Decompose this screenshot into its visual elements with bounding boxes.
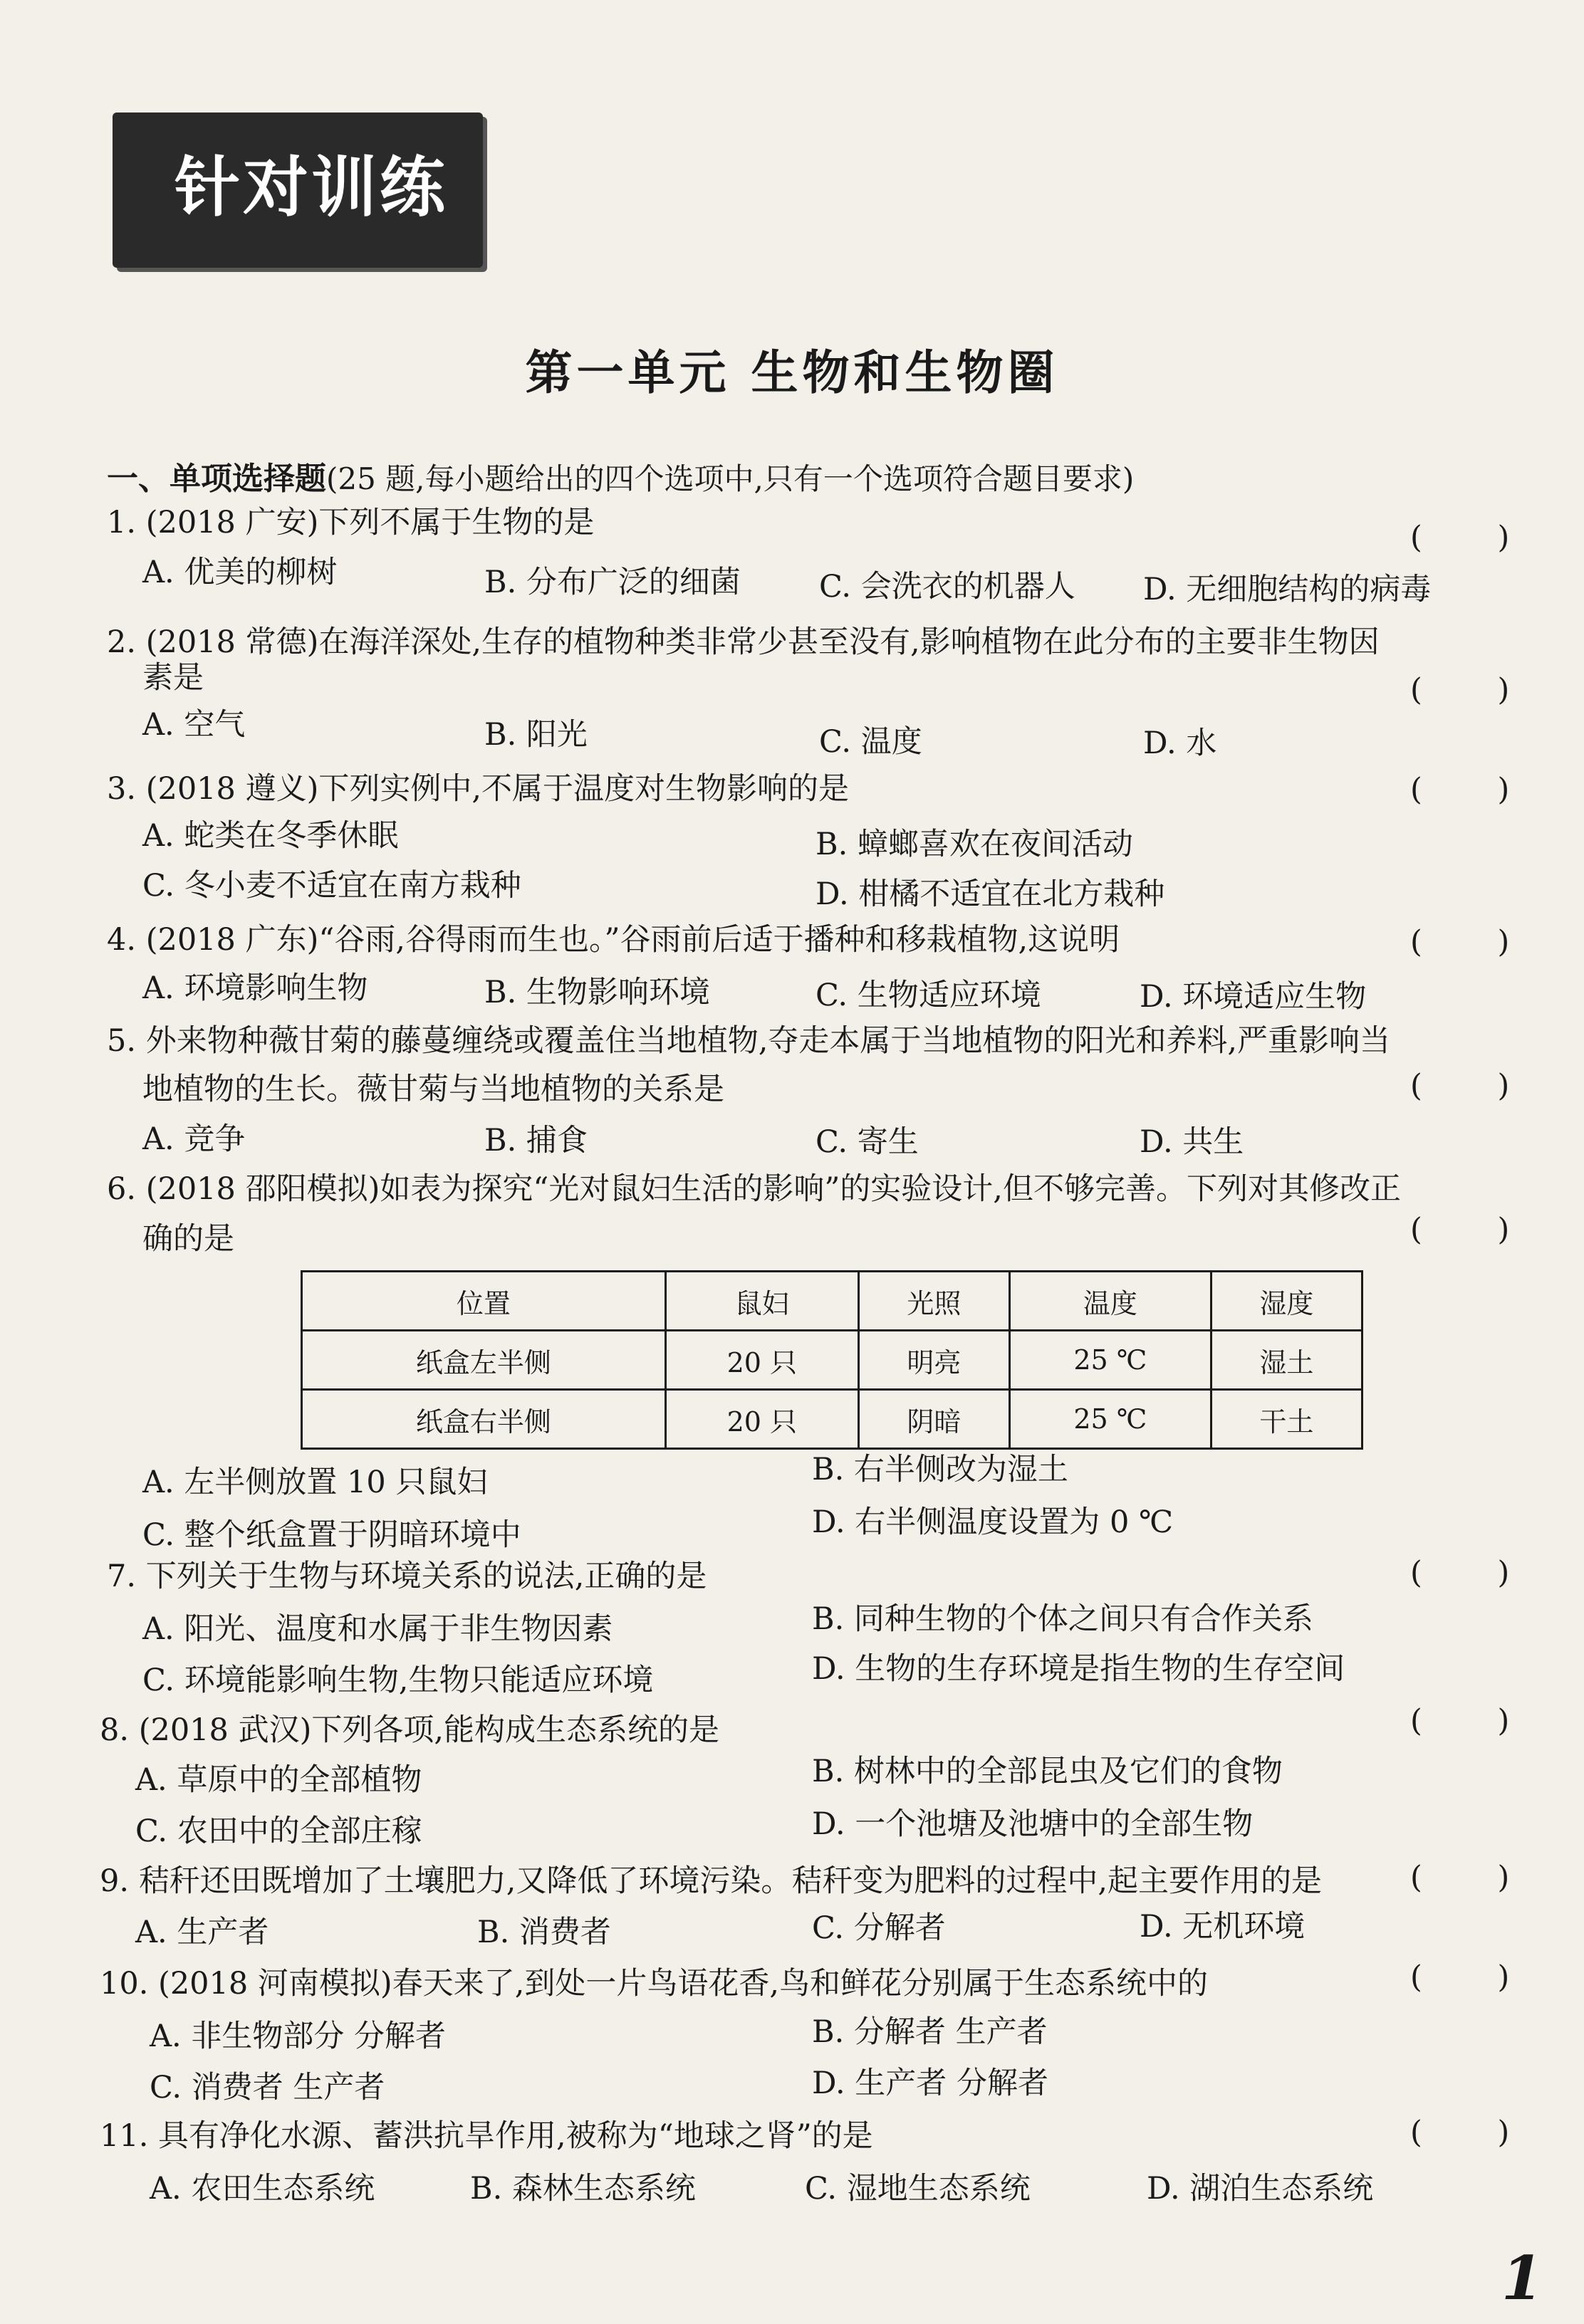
q3-option-b: B. 蟑螂喜欢在夜间活动 [816,827,1133,862]
q6-option-d: D. 右半侧温度设置为 0 ℃ [812,1504,1174,1540]
section-label: 一、单项选择题 [107,461,326,497]
banner-title: 针对训练 [174,150,449,226]
answer-paren-1: ( ) [1410,520,1543,555]
answer-paren-4: ( ) [1410,924,1543,960]
q1-option-c: C. 会洗衣的机器人 [819,569,1075,604]
table-cell: 阴暗 [858,1390,1009,1449]
experiment-table [301,1270,1363,1450]
table-cell: 20 只 [665,1390,858,1449]
q6-option-b: B. 右半侧改为湿土 [812,1452,1068,1487]
q8-option-b: B. 树林中的全部昆虫及它们的食物 [812,1754,1283,1789]
q11-option-d: D. 湖泊生态系统 [1147,2171,1374,2207]
q5-option-b: B. 捕食 [484,1123,588,1158]
q8-option-c: C. 农田中的全部庄稼 [135,1813,422,1849]
table-header-cell: 位置 [302,1272,666,1331]
q5-option-a: A. 竞争 [142,1121,246,1157]
section-note: (25 题,每小题给出的四个选项中,只有一个选项符合题目要求) [326,461,1135,496]
q10-option-a: A. 非生物部分 分解者 [150,2019,447,2054]
table-cell: 干土 [1211,1390,1362,1449]
page-number: 1 [1501,2243,1543,2313]
q10-option-c: C. 消费者 生产者 [150,2070,385,2105]
q2-option-a: A. 空气 [142,707,246,743]
q9-option-c: C. 分解者 [812,1910,946,1946]
question-1-stem: 1. (2018 广安)下列不属于生物的是 [107,505,595,540]
question-3-stem: 3. (2018 遵义)下列实例中,不属于温度对生物影响的是 [107,771,850,807]
question-5-stem: 5. 外来物种薇甘菊的藤蔓缠绕或覆盖住当地植物,夺走本属于当地植物的阳光和养料,严重影响当 [107,1023,1391,1059]
answer-paren-3: ( ) [1410,772,1543,807]
table-header-cell: 湿度 [1211,1272,1362,1331]
q6-option-c: C. 整个纸盒置于阴暗环境中 [142,1517,521,1553]
answer-paren-2: ( ) [1410,672,1543,708]
question-8-stem: 8. (2018 武汉)下列各项,能构成生态系统的是 [100,1712,720,1748]
q1-option-b: B. 分布广泛的细菌 [484,565,741,600]
q5-option-c: C. 寄生 [816,1124,919,1160]
answer-paren-11: ( ) [1410,2115,1543,2150]
question-6-stem: 6. (2018 邵阳模拟)如表为探究“光对鼠妇生活的影响”的实验设计,但不够完善。下列对其修改正 [107,1171,1401,1207]
q3-option-d: D. 柑橘不适宜在北方栽种 [816,876,1165,912]
q2-option-d: D. 水 [1143,726,1217,761]
table-cell: 湿土 [1211,1331,1362,1390]
table-cell: 纸盒右半侧 [302,1390,666,1449]
question-9-stem: 9. 秸秆还田既增加了土壤肥力,又降低了环境污染。秸秆变为肥料的过程中,起主要作用的是 [100,1863,1323,1899]
question-4-stem: 4. (2018 广东)“谷雨,谷得雨而生也。”谷雨前后适于播种和移栽植物,这说明 [107,922,1120,958]
table-header-cell: 温度 [1009,1272,1211,1331]
q7-option-b: B. 同种生物的个体之间只有合作关系 [812,1601,1313,1637]
q10-option-d: D. 生产者 分解者 [812,2066,1048,2101]
q2-option-c: C. 温度 [819,724,922,760]
question-7-stem: 7. 下列关于生物与环境关系的说法,正确的是 [107,1559,707,1594]
q3-option-a: A. 蛇类在冬季休眠 [142,818,399,854]
q4-option-a: A. 环境影响生物 [142,970,368,1006]
table-cell: 20 只 [665,1331,858,1390]
answer-paren-9: ( ) [1410,1860,1543,1895]
q2-option-b: B. 阳光 [484,717,588,753]
table-cell: 明亮 [858,1331,1009,1390]
answer-paren-10: ( ) [1410,1959,1543,1995]
table-row [302,1390,1362,1449]
question-11-stem: 11. 具有净化水源、蓄洪抗旱作用,被称为“地球之肾”的是 [100,2118,873,2154]
table-cell: 25 ℃ [1009,1390,1211,1449]
q7-option-a: A. 阳光、温度和水属于非生物因素 [142,1611,613,1647]
answer-paren-7: ( ) [1410,1555,1543,1591]
table-header-cell: 鼠妇 [665,1272,858,1331]
question-5-stem-cont: 地植物的生长。薇甘菊与当地植物的关系是 [142,1072,724,1107]
answer-paren-6: ( ) [1410,1212,1543,1247]
q4-option-d: D. 环境适应生物 [1140,979,1367,1015]
q4-option-b: B. 生物影响环境 [484,975,710,1010]
q6-option-a: A. 左半侧放置 10 只鼠妇 [142,1465,488,1500]
question-2-stem: 2. (2018 常德)在海洋深处,生存的植物种类非常少甚至没有,影响植物在此分布的主要非生物因 [107,624,1380,660]
answer-paren-5: ( ) [1410,1068,1543,1104]
unit-title: 第一单元 生物和生物圈 [525,345,1059,400]
q1-option-d: D. 无细胞结构的病毒 [1143,572,1432,607]
q7-option-c: C. 环境能影响生物,生物只能适应环境 [142,1663,654,1698]
q8-option-a: A. 草原中的全部植物 [135,1762,422,1798]
table-header-row [302,1272,1362,1331]
q4-option-c: C. 生物适应环境 [816,978,1041,1013]
q8-option-d: D. 一个池塘及池塘中的全部生物 [812,1806,1254,1842]
q11-option-a: A. 农田生态系统 [150,2171,375,2207]
table-cell: 25 ℃ [1009,1331,1211,1390]
q5-option-d: D. 共生 [1140,1124,1244,1160]
question-2-stem-cont: 素是 [142,660,204,696]
table-cell: 纸盒左半侧 [302,1331,666,1390]
q3-option-c: C. 冬小麦不适宜在南方栽种 [142,868,521,904]
q10-option-b: B. 分解者 生产者 [812,2014,1048,2050]
q9-option-d: D. 无机环境 [1140,1909,1306,1944]
answer-paren-8: ( ) [1410,1703,1543,1739]
question-6-stem-cont: 确的是 [142,1221,234,1257]
q11-option-b: B. 森林生态系统 [470,2171,696,2207]
section-heading [107,453,1134,498]
table-header-cell: 光照 [858,1272,1009,1331]
q9-option-a: A. 生产者 [135,1915,269,1950]
q9-option-b: B. 消费者 [477,1915,611,1950]
table-row [302,1331,1362,1390]
q11-option-c: C. 湿地生态系统 [805,2171,1031,2207]
question-10-stem: 10. (2018 河南模拟)春天来了,到处一片鸟语花香,鸟和鲜花分别属于生态系统中的 [100,1966,1209,2001]
q7-option-d: D. 生物的生存环境是指生物的生存空间 [812,1651,1345,1687]
q1-option-a: A. 优美的柳树 [142,555,338,590]
